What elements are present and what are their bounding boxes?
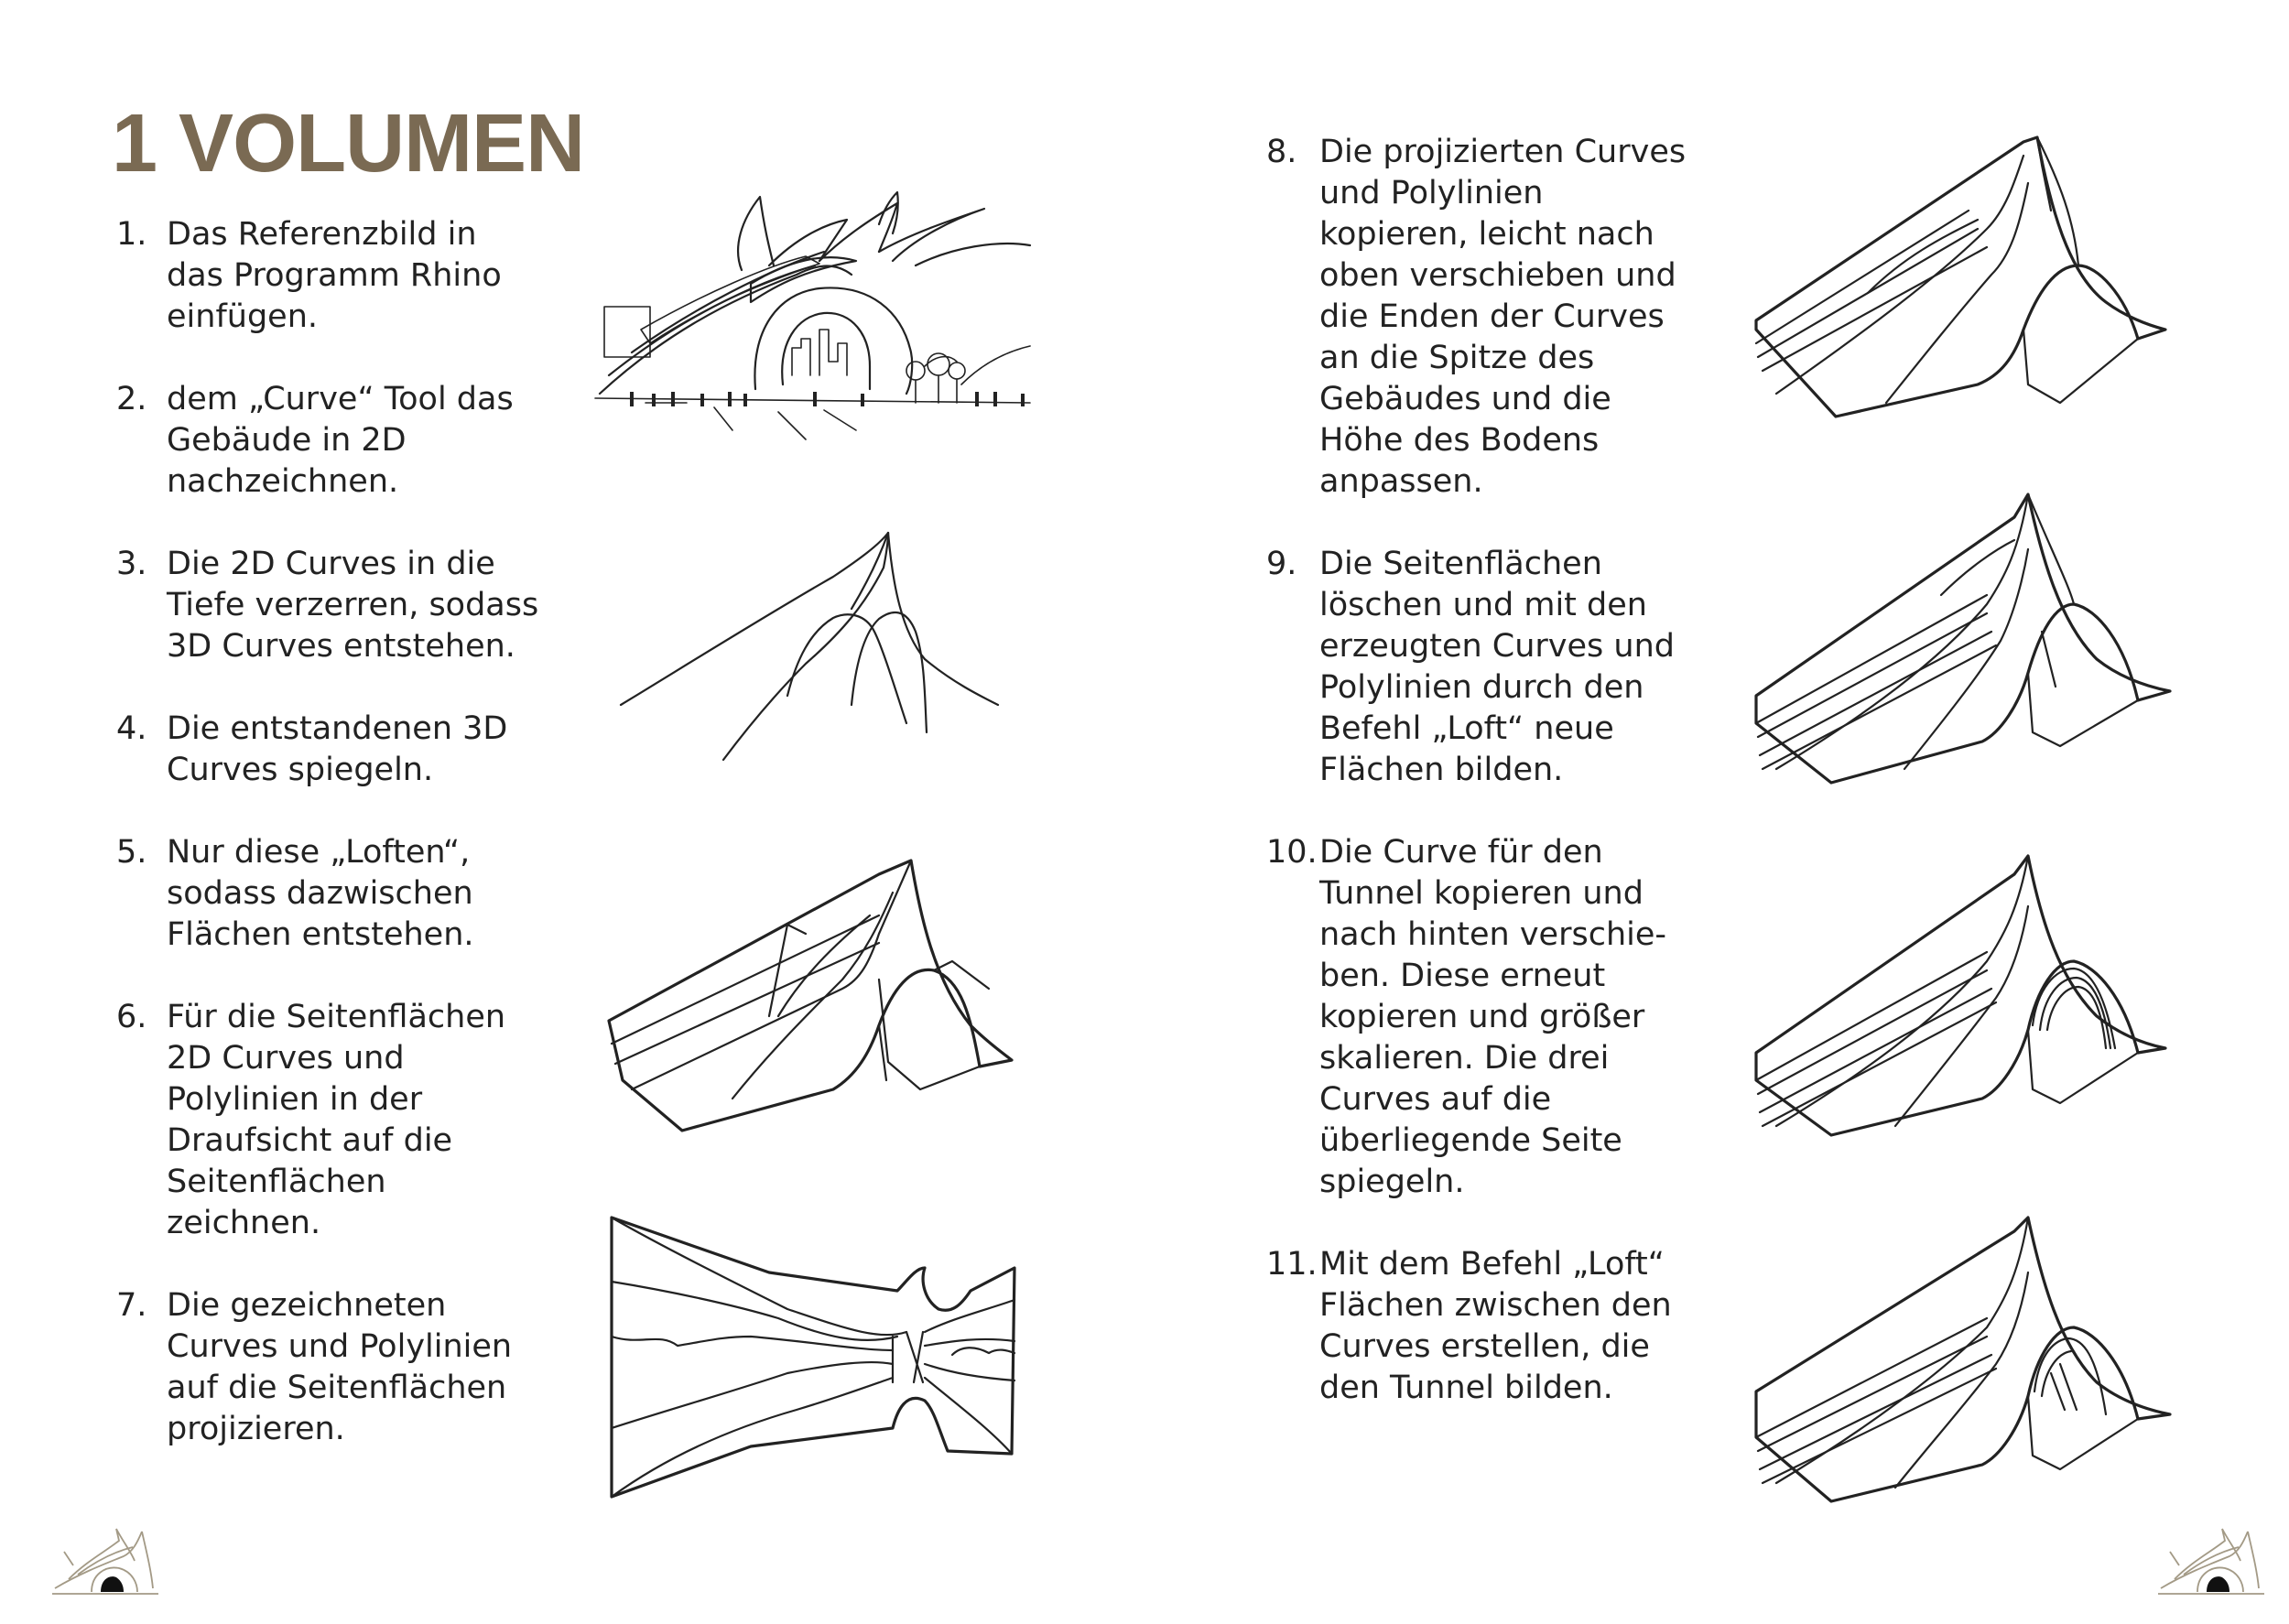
- step-text: Für die Seitenflächen 2D Curves und Polylinien in der Draufsicht auf die Seitenflächen zeichnen.: [167, 999, 506, 1241]
- step-number: 1.: [116, 216, 147, 253]
- step-item: [116, 544, 592, 709]
- step-item: [1266, 544, 1761, 832]
- curves-3d-icon: [613, 522, 1016, 769]
- step-number: 4.: [116, 710, 147, 747]
- step-text: Nur diese „Loften“, sodass dazwischen Flächen entstehen.: [167, 834, 474, 953]
- step-number: 5.: [116, 834, 147, 871]
- step-item: [116, 1285, 592, 1450]
- step-number: 7.: [116, 1287, 147, 1324]
- step-item: [1266, 832, 1761, 1244]
- building-logo-icon: [50, 1524, 160, 1597]
- step-item: [116, 832, 592, 997]
- step-item: [116, 214, 592, 379]
- step-item: [116, 709, 592, 832]
- step-item: [116, 997, 592, 1285]
- step-text: Das Referenzbild in das Programm Rhino einfügen.: [167, 216, 502, 335]
- tunnel-loft-icon: [1749, 1208, 2179, 1501]
- step-number: 10.: [1266, 834, 1318, 871]
- side-surface-plan-icon: [604, 1208, 1025, 1510]
- step-text: Die gezeichneten Curves und Polylinien auf die Seitenflächen projizieren.: [167, 1287, 513, 1447]
- building-logo-icon: [2156, 1524, 2266, 1597]
- step-number: 8.: [1266, 134, 1297, 170]
- reference-sketch-icon: [593, 188, 1042, 444]
- step-text: Die Curve für den Tunnel kopieren und nach hinten verschie- ben. Diese erneut kopieren und größer skalieren. Die drei Curves auf die überliegende Seite spiegeln.: [1319, 834, 1667, 1200]
- tunnel-curves-icon: [1749, 851, 2170, 1144]
- new-loft-surfaces-icon: [1749, 485, 2179, 796]
- loft-volume-icon: [600, 851, 1021, 1144]
- step-number: 11.: [1266, 1246, 1318, 1283]
- step-text: Die Seitenflächen löschen und mit den erzeugten Curves und Polylinien durch den Befehl „Loft“ neue Flächen bilden.: [1319, 546, 1675, 788]
- projected-curves-icon: [1749, 128, 2170, 430]
- step-text: dem „Curve“ Tool das Gebäude in 2D nachzeichnen.: [167, 381, 514, 500]
- step-text: Die projizierten Curves und Polylinien kopieren, leicht nach oben verschieben und die Enden der Curves an die Spitze des Gebäudes und die Höhe des Bodens anpassen.: [1319, 134, 1687, 500]
- steps-list-left: [116, 214, 592, 1450]
- step-text: Die entstandenen 3D Curves spiegeln.: [167, 710, 508, 788]
- step-text: Mit dem Befehl „Loft“ Flächen zwischen den Curves erstellen, die den Tunnel bilden.: [1319, 1246, 1672, 1406]
- step-text: Die 2D Curves in die Tiefe verzerren, sodass 3D Curves entstehen.: [167, 546, 539, 665]
- step-number: 2.: [116, 381, 147, 417]
- step-item: [1266, 132, 1761, 544]
- step-number: 6.: [116, 999, 147, 1035]
- page-title: 1 VOLUMEN: [112, 98, 585, 189]
- step-number: 9.: [1266, 546, 1297, 582]
- step-item: [1266, 1244, 1761, 1409]
- steps-list-right: [1266, 132, 1761, 1409]
- step-item: [116, 379, 592, 544]
- step-number: 3.: [116, 546, 147, 582]
